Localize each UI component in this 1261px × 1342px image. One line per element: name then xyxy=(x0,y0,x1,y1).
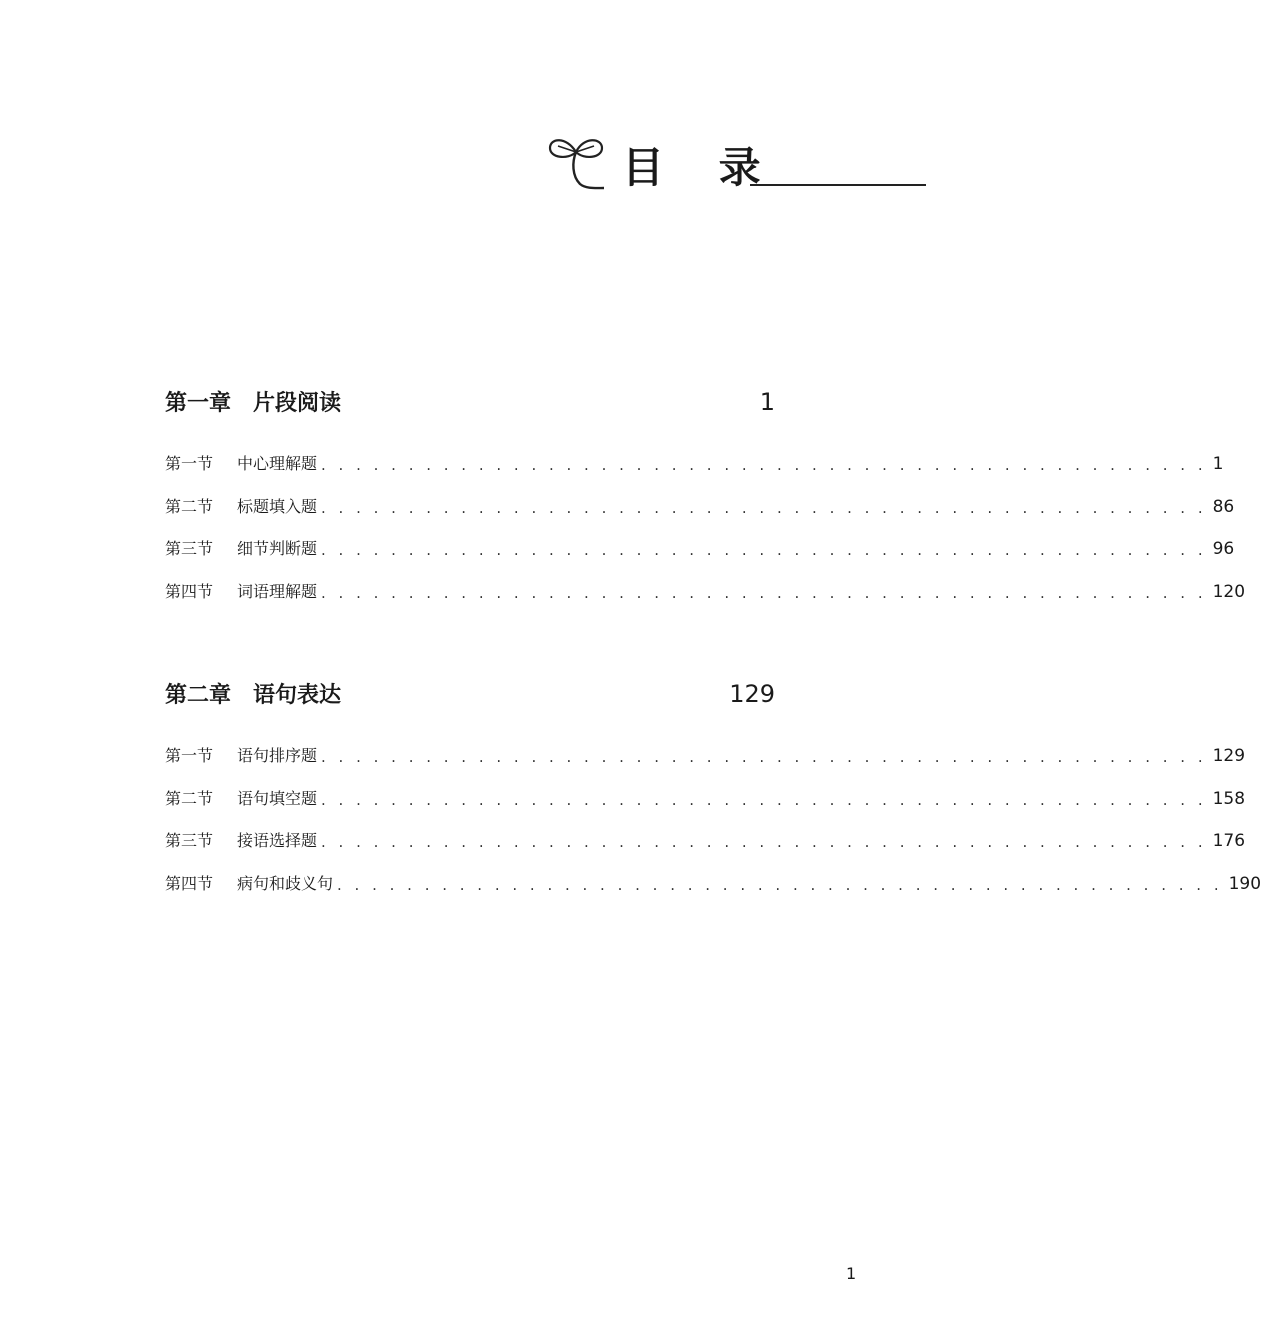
page-title: 目 录 xyxy=(622,143,781,192)
chapter-heading[interactable] xyxy=(165,388,775,422)
section-page: 129 xyxy=(1212,746,1246,766)
section-title: 细节判断题 xyxy=(237,539,318,558)
chapter-1 xyxy=(165,388,1246,624)
chapter-name: 语句表达 xyxy=(253,683,342,708)
section-page: 1 xyxy=(1212,454,1224,474)
section-number: 第二节 xyxy=(165,496,214,516)
section-title: 接语选择题 xyxy=(237,831,318,850)
section-number: 第一节 xyxy=(165,746,214,765)
section-number: 第三节 xyxy=(165,539,214,558)
chapter-page: 129 xyxy=(729,680,775,708)
section-number: 第四节 xyxy=(165,581,214,601)
section-title: 病句和歧义句 xyxy=(237,873,334,893)
toc-entry[interactable] xyxy=(165,788,1246,832)
toc-entry[interactable] xyxy=(165,581,1246,625)
dot-leader: . . . . . . . . . . . . . . . . . . . . . . . . . . . . . . . . . . . . . . . . . . . . . . . . . . . xyxy=(321,541,1207,559)
section-number: 第三节 xyxy=(165,831,214,850)
toc-entry[interactable] xyxy=(165,873,1261,917)
chapter-label: 第一章 xyxy=(165,391,232,416)
section-page: 86 xyxy=(1212,496,1235,517)
chapter-2 xyxy=(165,680,1261,916)
section-title: 词语理解题 xyxy=(237,581,318,601)
section-page: 120 xyxy=(1212,581,1246,602)
section-number: 第四节 xyxy=(165,873,214,893)
dot-leader: . . . . . . . . . . . . . . . . . . . . . . . . . . . . . . . . . . . . . . . . . . . . . . . . . . . xyxy=(321,498,1207,517)
page-number: 1 xyxy=(846,1264,857,1283)
toc-entry[interactable] xyxy=(165,539,1235,582)
section-number: 第二节 xyxy=(165,788,214,808)
section-page: 158 xyxy=(1212,788,1246,809)
section-number: 第一节 xyxy=(165,454,214,473)
title-rule xyxy=(750,184,926,186)
dot-leader: . . . . . . . . . . . . . . . . . . . . . . . . . . . . . . . . . . . . . . . . . . . . . . . . . . . xyxy=(337,875,1223,894)
section-title: 中心理解题 xyxy=(237,454,318,473)
toc-header xyxy=(544,128,926,208)
chapter-page: 1 xyxy=(759,388,775,416)
toc-entry[interactable] xyxy=(165,454,1224,497)
section-page: 176 xyxy=(1212,831,1246,851)
toc-entry[interactable] xyxy=(165,496,1235,540)
dot-leader: . . . . . . . . . . . . . . . . . . . . . . . . . . . . . . . . . . . . . . . . . . . . . . . . . . . xyxy=(321,790,1207,809)
chapter-label: 第二章 xyxy=(165,683,232,708)
sprout-icon xyxy=(544,132,608,194)
section-page: 190 xyxy=(1228,873,1261,894)
section-page: 96 xyxy=(1212,539,1235,559)
dot-leader: . . . . . . . . . . . . . . . . . . . . . . . . . . . . . . . . . . . . . . . . . . . . . . . . . . . xyxy=(321,833,1207,851)
chapter-name: 片段阅读 xyxy=(253,391,342,416)
chapter-heading[interactable] xyxy=(165,680,775,714)
section-title: 语句填空题 xyxy=(237,788,318,808)
dot-leader: . . . . . . . . . . . . . . . . . . . . . . . . . . . . . . . . . . . . . . . . . . . . . . . . . . . xyxy=(321,456,1207,474)
section-title: 语句排序题 xyxy=(237,746,318,765)
section-title: 标题填入题 xyxy=(237,496,318,516)
toc-entry[interactable] xyxy=(165,746,1246,789)
toc-entry[interactable] xyxy=(165,831,1246,874)
section-list xyxy=(165,746,1261,916)
dot-leader: . . . . . . . . . . . . . . . . . . . . . . . . . . . . . . . . . . . . . . . . . . . . . . . . . . . xyxy=(321,748,1207,766)
section-list xyxy=(165,454,1246,624)
dot-leader: . . . . . . . . . . . . . . . . . . . . . . . . . . . . . . . . . . . . . . . . . . . . . . . . . . . xyxy=(321,583,1207,602)
